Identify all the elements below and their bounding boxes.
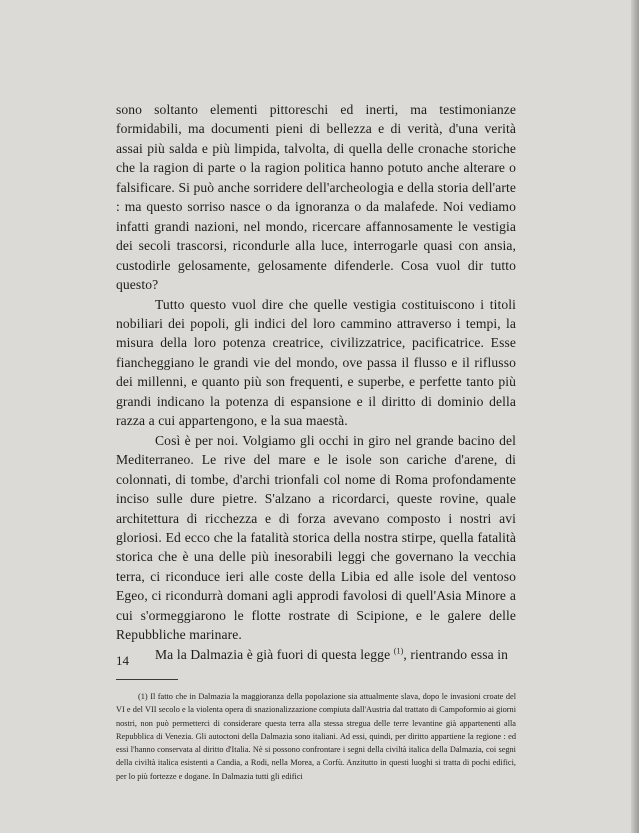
paragraph-4 xyxy=(116,645,516,664)
footnote-reference: (1) xyxy=(393,646,404,656)
main-text-block xyxy=(116,100,516,783)
paragraph-3: Così è per noi. Volgiamo gli occhi in giro nel grande bacino del Mediterraneo. Le rive del mare e le isole son cariche d'arene, di colonnati, di tombe, d'archi trionfali col nome di Roma profondamente inciso sulle dure pietre. S'alzano a ricordarci, queste rovine, quale architettura di ricchezza e di forza avevano composto i nostri avi gloriosi. Ed ecco che la fatalità storica della nostra stirpe, quella fatalità storica che è una delle più inesorabili leggi che governano la vecchia terra, ci riconduce ieri alle coste della Libia ed alle isole del ventoso Egeo, ci ricondurrà domani agli approdi favolosi di quell'Asia Minore a cui s'ormeggiarono le flotte rostrate di Scipione, e le galere delle Repubbliche marinare. xyxy=(116,432,516,643)
paragraph-4-start: Ma la Dalmazia è già fuori di questa legge xyxy=(155,646,394,662)
footnote xyxy=(116,690,516,783)
paragraph-1: sono soltanto elementi pittoreschi ed inerti, ma testimonianze formidabili, ma documenti pieni di bellezza e di verità, d'una verità assai più salda e più limpida, talvolta, di quella delle cronache storiche che la ragion di parte o la ragion politica hanno potuto anche alterare o falsificare. Si può anche sorridere dell'archeologia e della storia dell'arte : ma questo sorriso nasce o da ignoranza o da malafede. Noi vediamo infatti grandi nazioni, nel mondo, ricercare affannosamente le vestigia dei secoli trascorsi, ricondurle alla luce, interrogarle quasi con ansia, custodirle gelosamente, gelosamente difenderle. Cosa vuol dir tutto questo? xyxy=(116,102,516,293)
body-text xyxy=(116,100,516,664)
footnote-separator xyxy=(116,679,178,680)
footnote-number: (1) xyxy=(138,692,148,702)
paragraph-2: Tutto questo vuol dire che quelle vestigia costituiscono i titoli nobiliari dei popoli, gli indici del loro cammino attraverso i tempi, la misura della loro potenza creatrice, civilizzatrice, pacificatrice. Esse fiancheggiano le grandi vie del mondo, ove passa il flusso e il riflusso dei millenni, e quanto più son frequenti, e superbe, e perfette tanto più grandi indicano la potenza di espansione e il diritto di dominio della razza a cui appartengono, e la sua maestà. xyxy=(116,296,516,429)
page-number: 14 xyxy=(116,653,129,668)
page-edge-shadow xyxy=(631,0,639,833)
footnote-text: Il fatto che in Dalmazia la maggioranza della popolazione sia attualmente slava, dopo le invasioni croate del VI e del VII secolo e la violenta opera di snazionalizzazione compiuta dall'Austria dal trattato di Campoformio ai giorni nostri, non può permetterci di considerare questa terra alla stessa stregua delle terre levantine già appartenenti alla Repubblica di Venezia. Gli autoctoni della Dalmazia sono italiani. Ad essi, quindi, per diritto appartiene la regione : ed essi l'hanno conservata al diritto d'Italia. Nè si possono confrontare i segni della civiltà italica della Dalmazia, coi segni della civiltà italica esistenti a Candia, a Rodi, nella Morea, a Corfù. Anzitutto in questi luoghi si tratta di pochi edifici, per lo più fortezze e dogane. In Dalmazia tutti gli edifici xyxy=(116,692,516,781)
paragraph-4-end: , rientrando essa in xyxy=(403,646,509,662)
